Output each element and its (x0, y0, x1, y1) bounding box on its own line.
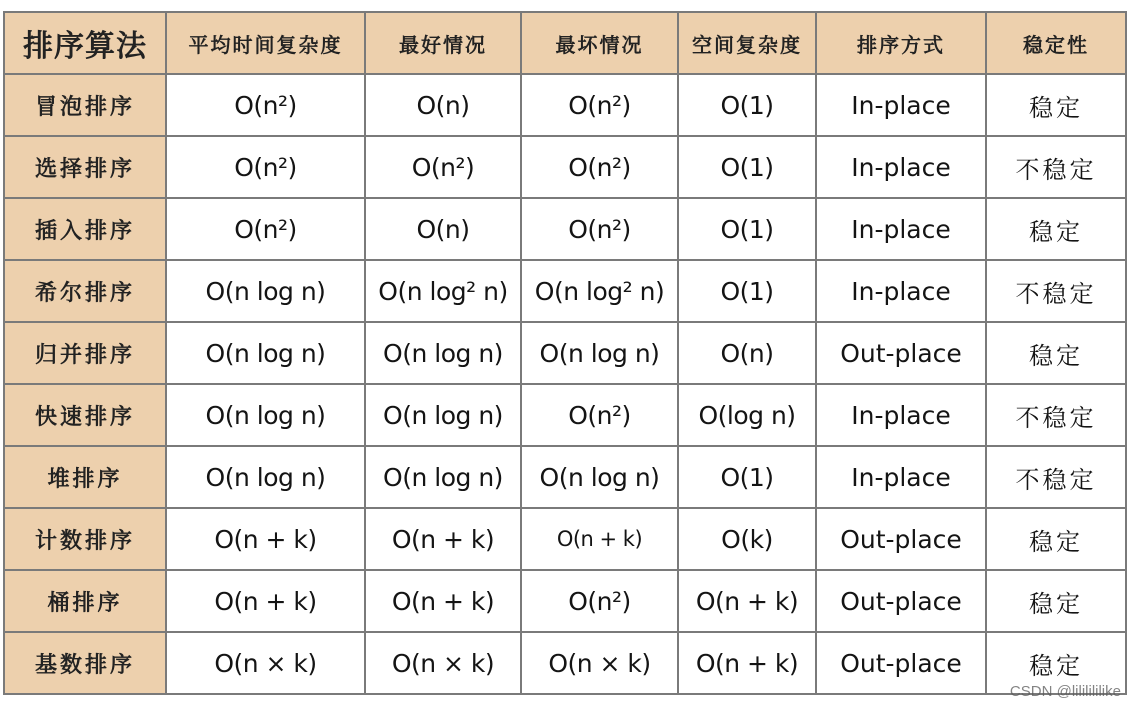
best-case-cell: O(n log n) (365, 446, 521, 508)
stability-cell: 稳定 (986, 632, 1126, 694)
worst-case-cell: O(n × k) (521, 632, 678, 694)
sort-mode-cell: Out-place (816, 632, 986, 694)
header-algorithm: 排序算法 (4, 12, 166, 74)
table-header (4, 12, 1126, 74)
average-time-cell: O(n log n) (166, 446, 365, 508)
algorithm-name: 计数排序 (4, 508, 166, 570)
sort-mode-cell: In-place (816, 74, 986, 136)
sort-mode-cell: Out-place (816, 322, 986, 384)
table-row (4, 260, 1126, 322)
average-time-cell: O(n log n) (166, 384, 365, 446)
algorithm-name: 堆排序 (4, 446, 166, 508)
stability-cell: 稳定 (986, 570, 1126, 632)
algorithm-name: 插入排序 (4, 198, 166, 260)
table-row (4, 322, 1126, 384)
algorithm-name: 希尔排序 (4, 260, 166, 322)
worst-case-cell: O(n²) (521, 384, 678, 446)
best-case-cell: O(n + k) (365, 508, 521, 570)
table-row (4, 446, 1126, 508)
average-time-cell: O(n log n) (166, 322, 365, 384)
stability-cell: 不稳定 (986, 260, 1126, 322)
algorithm-name: 基数排序 (4, 632, 166, 694)
header-best-case: 最好情况 (365, 12, 521, 74)
algorithm-name: 快速排序 (4, 384, 166, 446)
sort-mode-cell: Out-place (816, 508, 986, 570)
sorting-complexity-table-frame (3, 11, 1125, 694)
average-time-cell: O(n × k) (166, 632, 365, 694)
algorithm-name: 冒泡排序 (4, 74, 166, 136)
space-complexity-cell: O(1) (678, 198, 816, 260)
algorithm-name: 归并排序 (4, 322, 166, 384)
sorting-complexity-table (3, 11, 1127, 695)
space-complexity-cell: O(1) (678, 446, 816, 508)
sort-mode-cell: Out-place (816, 570, 986, 632)
table-row (4, 508, 1126, 570)
stability-cell: 不稳定 (986, 136, 1126, 198)
best-case-cell: O(n × k) (365, 632, 521, 694)
average-time-cell: O(n + k) (166, 508, 365, 570)
space-complexity-cell: O(k) (678, 508, 816, 570)
average-time-cell: O(n²) (166, 136, 365, 198)
table-row (4, 136, 1126, 198)
best-case-cell: O(n + k) (365, 570, 521, 632)
table-row (4, 198, 1126, 260)
worst-case-cell: O(n²) (521, 198, 678, 260)
space-complexity-cell: O(n + k) (678, 632, 816, 694)
space-complexity-cell: O(n) (678, 322, 816, 384)
best-case-cell: O(n) (365, 198, 521, 260)
stability-cell: 不稳定 (986, 446, 1126, 508)
header-space-complexity: 空间复杂度 (678, 12, 816, 74)
worst-case-cell: O(n log² n) (521, 260, 678, 322)
space-complexity-cell: O(1) (678, 136, 816, 198)
table-row (4, 384, 1126, 446)
table-row (4, 632, 1126, 694)
stability-cell: 稳定 (986, 508, 1126, 570)
worst-case-cell: O(n log n) (521, 322, 678, 384)
sort-mode-cell: In-place (816, 384, 986, 446)
header-average-time: 平均时间复杂度 (166, 12, 365, 74)
space-complexity-cell: O(1) (678, 74, 816, 136)
best-case-cell: O(n log n) (365, 384, 521, 446)
best-case-cell: O(n²) (365, 136, 521, 198)
stability-cell: 不稳定 (986, 384, 1126, 446)
stability-cell: 稳定 (986, 198, 1126, 260)
space-complexity-cell: O(1) (678, 260, 816, 322)
worst-case-cell: O(n + k) (521, 508, 678, 570)
table-body (4, 74, 1126, 694)
stability-cell: 稳定 (986, 322, 1126, 384)
worst-case-cell: O(n²) (521, 136, 678, 198)
average-time-cell: O(n²) (166, 198, 365, 260)
algorithm-name: 选择排序 (4, 136, 166, 198)
stability-cell: 稳定 (986, 74, 1126, 136)
worst-case-cell: O(n²) (521, 570, 678, 632)
space-complexity-cell: O(log n) (678, 384, 816, 446)
header-row (4, 12, 1126, 74)
sort-mode-cell: In-place (816, 446, 986, 508)
space-complexity-cell: O(n + k) (678, 570, 816, 632)
worst-case-cell: O(n²) (521, 74, 678, 136)
table-row (4, 570, 1126, 632)
best-case-cell: O(n log² n) (365, 260, 521, 322)
best-case-cell: O(n log n) (365, 322, 521, 384)
header-worst-case: 最坏情况 (521, 12, 678, 74)
header-sort-mode: 排序方式 (816, 12, 986, 74)
average-time-cell: O(n + k) (166, 570, 365, 632)
average-time-cell: O(n log n) (166, 260, 365, 322)
sort-mode-cell: In-place (816, 136, 986, 198)
worst-case-cell: O(n log n) (521, 446, 678, 508)
best-case-cell: O(n) (365, 74, 521, 136)
average-time-cell: O(n²) (166, 74, 365, 136)
header-stability: 稳定性 (986, 12, 1126, 74)
sort-mode-cell: In-place (816, 198, 986, 260)
csdn-watermark: CSDN @lililililike (1009, 683, 1121, 700)
sort-mode-cell: In-place (816, 260, 986, 322)
algorithm-name: 桶排序 (4, 570, 166, 632)
table-row (4, 74, 1126, 136)
